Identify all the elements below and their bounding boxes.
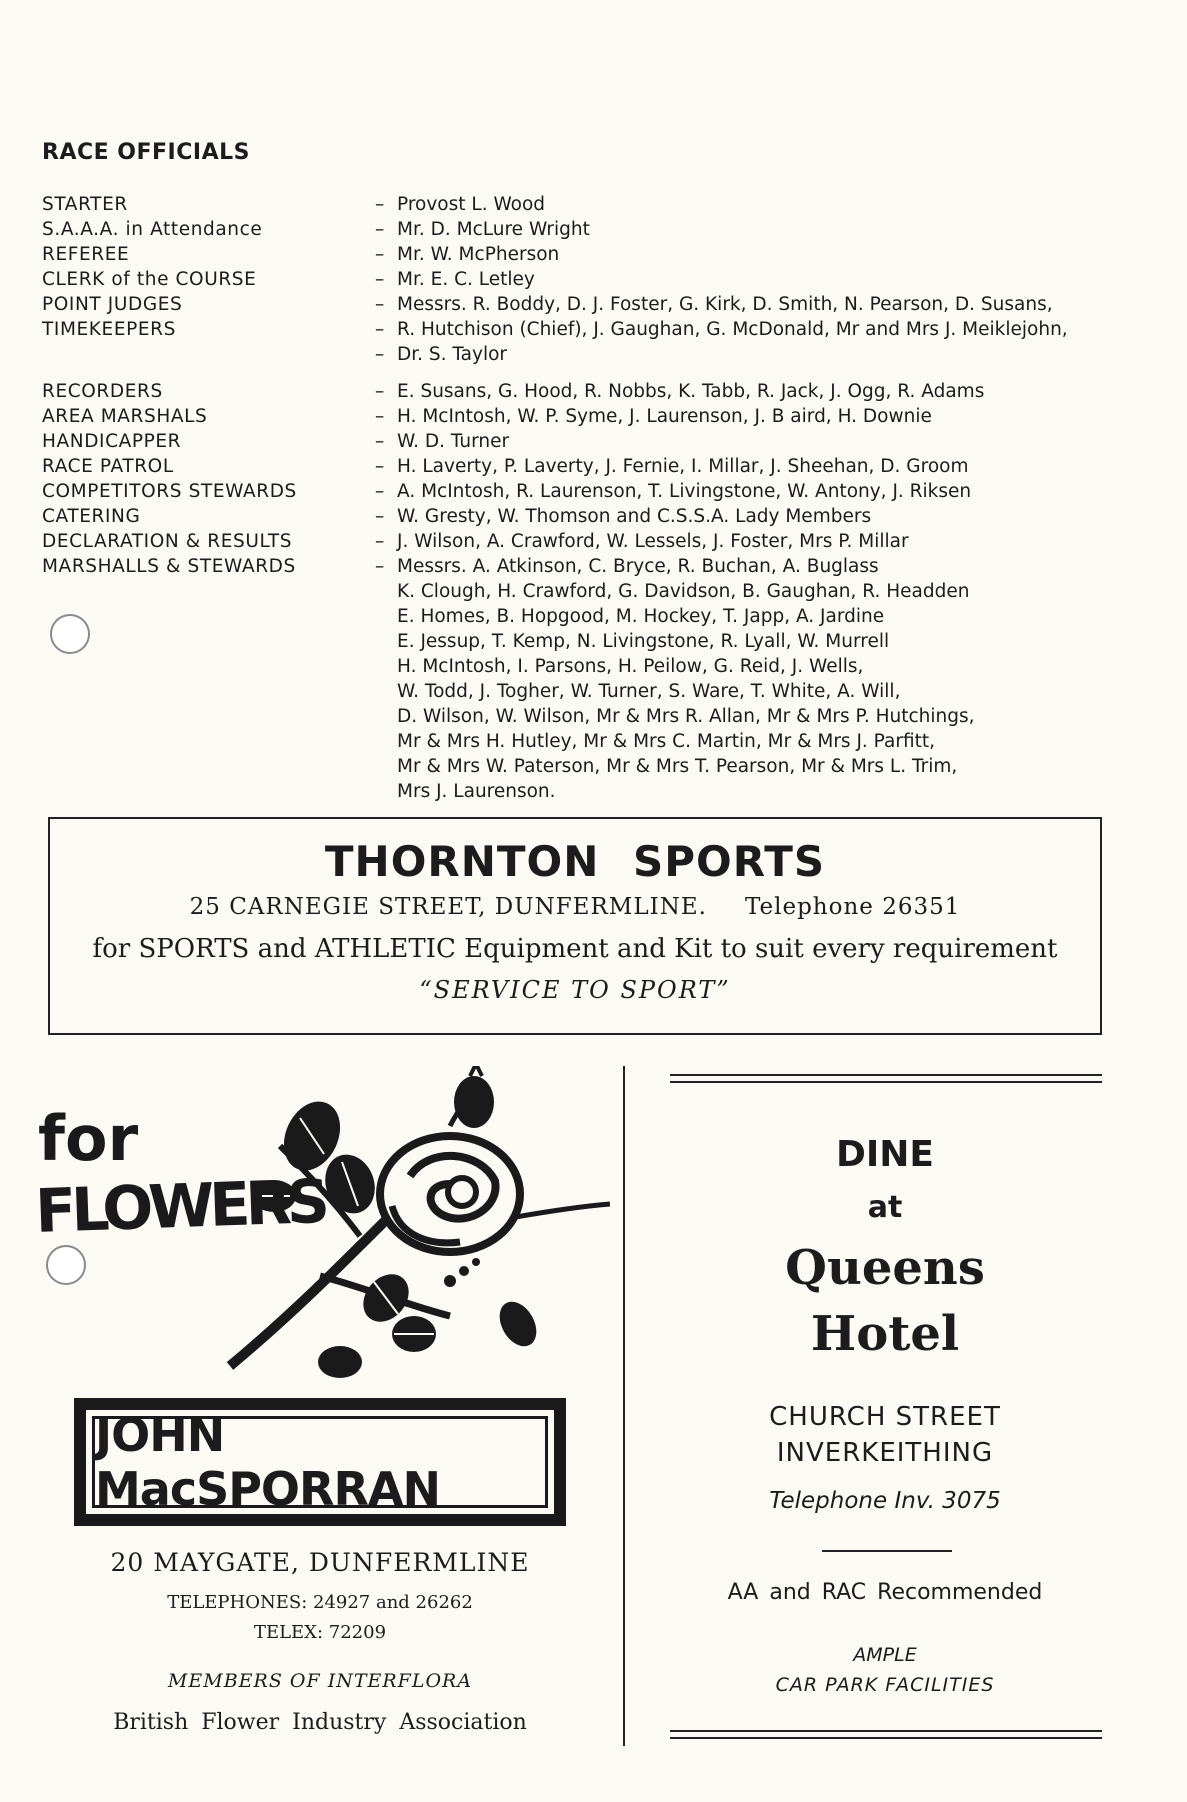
flowers-association: British Flower Industry Association [113, 1710, 527, 1735]
dash-separator: – [375, 319, 385, 340]
dash-separator: – [375, 219, 385, 240]
marshalls-continued-row [42, 729, 1162, 754]
dash-separator: – [375, 344, 385, 365]
macsporran-nameplate [74, 1398, 566, 1526]
official-names-cell [375, 529, 1162, 554]
dash-separator: – [375, 531, 385, 552]
hotel-recommended: AA and RAC Recommended [727, 1580, 1043, 1605]
official-row [42, 217, 1162, 242]
marshalls-continued-row [42, 579, 1162, 604]
dash-separator: – [375, 481, 385, 502]
hotel-telephone: Telephone Inv. 3075 [769, 1488, 1001, 1514]
official-names: A. McIntosh, R. Laurenson, T. Livingstone, W. Antony, J. Riksen [397, 481, 972, 502]
dash-separator: – [375, 194, 385, 215]
official-role: TIMEKEEPERS [42, 319, 176, 340]
official-role: REFEREE [42, 244, 130, 265]
official-names: H. Laverty, P. Laverty, J. Fernie, I. Millar, J. Sheehan, D. Groom [397, 456, 969, 477]
flowers-lettering: FLOWERS [34, 1166, 327, 1247]
marshalls-names: Mr & Mrs W. Paterson, Mr & Mrs T. Pearson, Mr & Mrs L. Trim, [397, 756, 958, 777]
official-role: RACE PATROL [42, 456, 174, 477]
official-row [42, 504, 1162, 529]
thornton-title: THORNTON SPORTS [324, 837, 826, 886]
official-names: W. D. Turner [397, 431, 510, 452]
role-spacer [42, 604, 375, 629]
role-spacer [42, 779, 375, 804]
official-role: RECORDERS [42, 381, 163, 402]
marshalls-continued-row [42, 604, 1162, 629]
official-names: W. Gresty, W. Thomson and C.S.S.A. Lady Members [397, 506, 872, 527]
official-names: Messrs. A. Atkinson, C. Bryce, R. Buchan, A. Buglass [397, 556, 879, 577]
marshalls-names: E. Jessup, T. Kemp, N. Livingstone, R. Lyall, W. Murrell [397, 631, 890, 652]
official-names-cell [375, 217, 1162, 242]
flowers-address: 20 MAYGATE, DUNFERMLINE [110, 1548, 530, 1577]
official-row [42, 454, 1162, 479]
official-role: CATERING [42, 506, 141, 527]
role-spacer [42, 729, 375, 754]
dash-separator: – [375, 506, 385, 527]
marshalls-names: Mr & Mrs H. Hutley, Mr & Mrs C. Martin, Mr & Mrs J. Parfitt, [397, 731, 935, 752]
dine-text: DINE [836, 1134, 934, 1175]
official-row [42, 292, 1162, 317]
dash-separator: – [375, 269, 385, 290]
official-names-cell [375, 379, 1162, 404]
dash-separator: – [375, 431, 385, 452]
macsporran-flowers-advert [30, 1066, 610, 1746]
marshalls-continued-row [42, 779, 1162, 804]
marshalls-names: Mrs J. Laurenson. [397, 781, 556, 802]
dash-separator: – [375, 456, 385, 477]
officials-list [42, 192, 1162, 804]
official-role: COMPETITORS STEWARDS [42, 481, 297, 502]
marshalls-continued-row [42, 679, 1162, 704]
official-row [42, 342, 1162, 367]
official-names: J. Wilson, A. Crawford, W. Lessels, J. Foster, Mrs P. Millar [397, 531, 909, 552]
flowers-telex: TELEX: 72209 [253, 1622, 387, 1643]
short-rule [822, 1550, 952, 1552]
official-names: E. Susans, G. Hood, R. Nobbs, K. Tabb, R. Jack, J. Ogg, R. Adams [397, 381, 985, 402]
double-rule-top [670, 1074, 1102, 1083]
official-names: Provost L. Wood [397, 194, 546, 215]
role-spacer [42, 654, 375, 679]
marshalls-continued-row [42, 654, 1162, 679]
role-spacer [42, 704, 375, 729]
official-role: STARTER [42, 194, 128, 215]
official-row [42, 479, 1162, 504]
official-names: Mr. D. McLure Wright [397, 219, 590, 240]
official-role: MARSHALLS & STEWARDS [42, 556, 296, 577]
official-row [42, 242, 1162, 267]
hotel-name-hotel: Hotel [810, 1306, 960, 1362]
official-names: Mr. W. McPherson [397, 244, 560, 265]
flowers-interflora: MEMBERS OF INTERFLORA [167, 1670, 473, 1692]
queens-hotel-advert [640, 1066, 1100, 1746]
thornton-slogan: “SERVICE TO SPORT” [419, 976, 731, 1004]
official-row [42, 554, 1162, 579]
official-row [42, 192, 1162, 217]
official-names-cell [375, 242, 1162, 267]
official-names-cell [375, 404, 1162, 429]
hotel-ample: AMPLE [853, 1644, 917, 1666]
official-names-cell [375, 192, 1162, 217]
official-role: AREA MARSHALS [42, 406, 208, 427]
rose-head [380, 1136, 520, 1252]
thornton-telephone: Telephone 26351 [744, 894, 961, 920]
official-names-cell [375, 292, 1162, 317]
flowers-telephones: TELEPHONES: 24927 and 26262 [167, 1592, 473, 1613]
hotel-town: INVERKEITHING [776, 1438, 994, 1468]
dash-separator: – [375, 244, 385, 265]
thornton-address: 25 CARNEGIE STREET, DUNFERMLINE. [189, 894, 707, 920]
official-role: DECLARATION & RESULTS [42, 531, 293, 552]
official-names-cell [375, 504, 1162, 529]
official-names: Mr. E. C. Letley [397, 269, 535, 290]
dash-separator: – [375, 381, 385, 402]
thornton-address-line [50, 894, 1100, 920]
official-names-cell [375, 554, 1162, 579]
marshalls-names: H. McIntosh, I. Parsons, H. Peilow, G. Reid, J. Wells, [397, 656, 864, 677]
official-names-cell [375, 479, 1162, 504]
thornton-description: for SPORTS and ATHLETIC Equipment and Kit to suit every requirement [92, 934, 1058, 964]
official-role: S.A.A.A. in Attendance [42, 219, 263, 240]
hotel-name-queens: Queens [785, 1240, 985, 1296]
role-spacer [42, 579, 375, 604]
marshalls-names: K. Clough, H. Crawford, G. Davidson, B. Gaughan, R. Headden [397, 581, 970, 602]
official-row [42, 267, 1162, 292]
official-row [42, 379, 1162, 404]
dash-separator: – [375, 556, 385, 577]
thornton-sports-advert [48, 817, 1102, 1035]
official-row [42, 317, 1162, 342]
role-spacer [42, 679, 375, 704]
rose-illustration [30, 1066, 610, 1406]
official-names: Messrs. R. Boddy, D. J. Foster, G. Kirk, D. Smith, N. Pearson, D. Susans, [397, 294, 1053, 315]
official-names: Dr. S. Taylor [397, 344, 508, 365]
official-role [42, 342, 375, 367]
official-names: R. Hutchison (Chief), J. Gaughan, G. McDonald, Mr and Mrs J. Meiklejohn, [397, 319, 1068, 340]
marshalls-continued-row [42, 704, 1162, 729]
at-text: at [867, 1190, 903, 1225]
marshalls-continued-row [42, 629, 1162, 654]
official-names-cell [375, 454, 1162, 479]
marshalls-continued-row [42, 754, 1162, 779]
dash-separator: – [375, 406, 385, 427]
official-role: POINT JUDGES [42, 294, 183, 315]
hotel-street: CHURCH STREET [769, 1402, 1001, 1432]
official-row [42, 404, 1162, 429]
hotel-parking: CAR PARK FACILITIES [775, 1674, 995, 1696]
official-role: CLERK of the COURSE [42, 269, 257, 290]
race-officials-heading: RACE OFFICIALS [42, 140, 250, 165]
official-names: H. McIntosh, W. P. Syme, J. Laurenson, J. B aird, H. Downie [397, 406, 932, 427]
official-names-cell [375, 267, 1162, 292]
official-names-cell [375, 317, 1162, 342]
for-lettering: for [38, 1102, 139, 1175]
official-row [42, 529, 1162, 554]
official-row [42, 429, 1162, 454]
marshalls-names: D. Wilson, W. Wilson, Mr & Mrs R. Allan, Mr & Mrs P. Hutchings, [397, 706, 975, 727]
official-names-cell [375, 429, 1162, 454]
official-names-cell [375, 342, 1162, 367]
macsporran-name: JOHN MacSPORRAN [92, 1416, 548, 1508]
column-divider [623, 1066, 625, 1746]
double-rule-bottom [670, 1730, 1102, 1739]
official-role: HANDICAPPER [42, 431, 182, 452]
marshalls-names: E. Homes, B. Hopgood, M. Hockey, T. Japp, A. Jardine [397, 606, 885, 627]
role-spacer [42, 754, 375, 779]
marshalls-names: W. Todd, J. Togher, W. Turner, S. Ware, T. White, A. Will, [397, 681, 901, 702]
dash-separator: – [375, 294, 385, 315]
role-spacer [42, 629, 375, 654]
